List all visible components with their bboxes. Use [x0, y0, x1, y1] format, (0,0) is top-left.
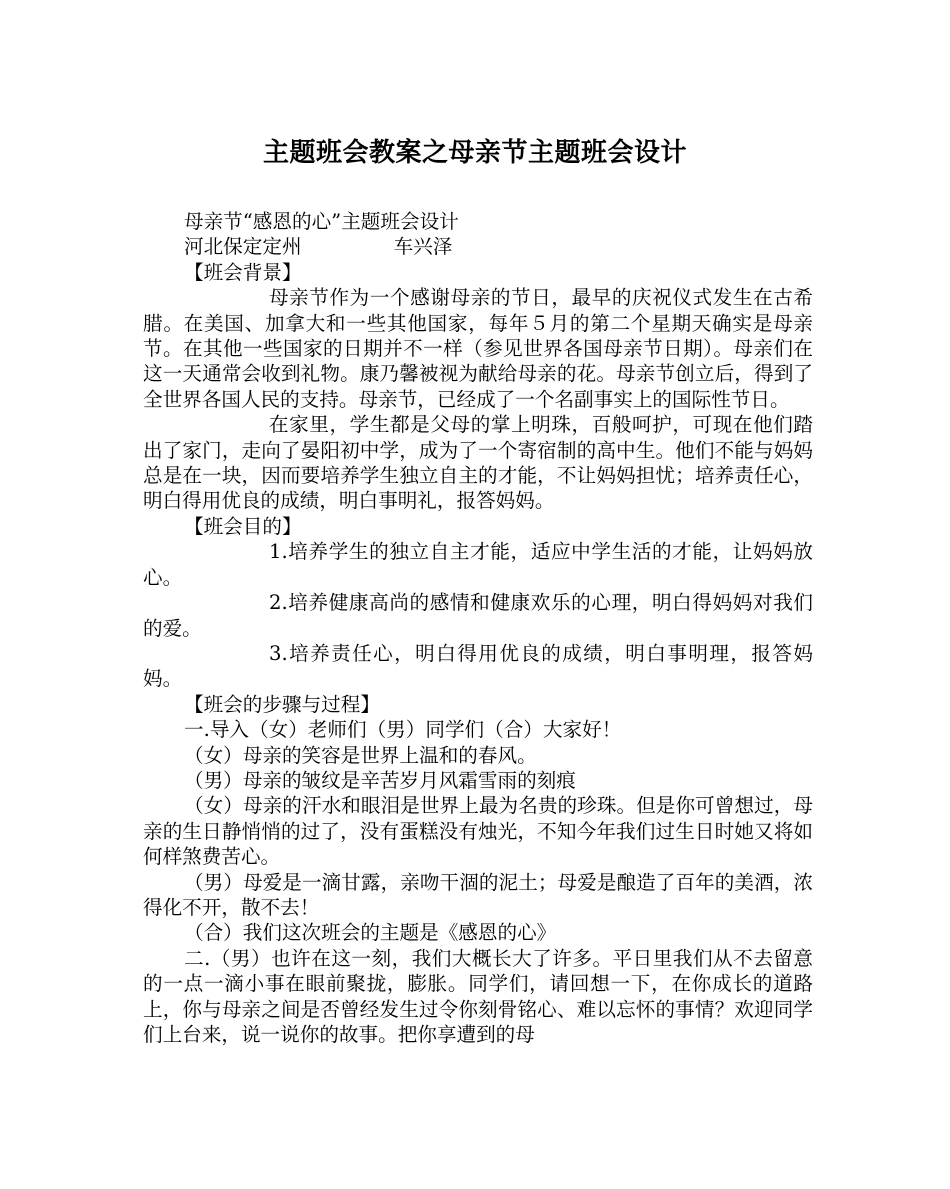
goal-item: 2.培养健康高尚的感情和健康欢乐的心理，明白得妈妈对我们的爱。 — [143, 591, 813, 640]
subtitle: 母亲节“感恩的心”主题班会设计 — [184, 210, 459, 233]
step-line: （女）母亲的笑容是世界上温和的春风。 — [184, 743, 537, 767]
author-line — [143, 234, 813, 259]
goal-item: 3.培养责任心，明白得用优良的成绩，明白事明理，报答妈妈。 — [143, 641, 813, 691]
step-line: （合）我们这次班会的主题是《感恩的心》 — [184, 921, 557, 945]
author-place: 河北保定定州 — [184, 235, 302, 259]
background-paragraph: 在家里，学生都是父母的掌上明珠，百般呵护，可现在他们踏出了家门，走向了晏阳初中学，成为了一个寄宿制的高中生。他们不能与妈妈总是在一块，因而要培养学生独立自主的才能，不让妈妈担忧；培养责任心，明白得用优良的成绩，明白事明礼，报答妈妈。 — [143, 413, 813, 513]
author-name: 车兴泽 — [393, 235, 453, 259]
section-heading-background: 【班会背景】 — [184, 260, 302, 284]
background-paragraph: 母亲节作为一个感谢母亲的节日，最早的庆祝仪式发生在古希腊。在美国、加拿大和一些其他国家，每年５月的第二个星期天确实是母亲节。在其他一些国家的日期并不一样（参见世界各国母亲节日期）。母亲们在这一天通常会收到礼物。康乃馨被视为献给母亲的花。母亲节创立后，得到了全世界各国人民的支持。母亲节，已经成了一个名副事实上的国际性节日。 — [143, 286, 813, 411]
goal-item: 1.培养学生的独立自主才能，适应中学生活的才能，让妈妈放心。 — [143, 540, 813, 589]
step-line: （女）母亲的汗水和眼泪是世界上最为名贵的珍珠。但是你可曾想过，母亲的生日静悄悄的过了，没有蛋糕没有烛光，不知今年我们过生日时她又将如何样煞费苦心。 — [143, 794, 813, 869]
section-heading-steps: 【班会的步骤与过程】 — [184, 692, 380, 716]
document-body — [143, 209, 813, 1047]
step-line: 二.（男）也许在这一刻，我们大概长大了许多。平日里我们从不去留意的一点一滴小事在眼前聚拢，膨胀。同学们，请回想一下，在你成长的道路上，你与母亲之间是否曾经发生过令你刻骨铭心、难以忘怀的事情？欢迎同学们上台来，说一说你的故事。把你享遭到的母 — [143, 946, 813, 1046]
document-title: 主题班会教案之母亲节主题班会设计 — [262, 138, 687, 168]
section-heading-goals: 【班会目的】 — [184, 514, 302, 538]
step-line: （男）母爱是一滴甘露，亲吻干涸的泥土；母爱是酿造了百年的美酒，浓得化不开，散不去！ — [143, 870, 813, 919]
step-line: 一.导入（女）老师们（男）同学们（合）大家好！ — [184, 718, 622, 742]
step-line: （男）母亲的皱纹是辛苦岁月风霜雪雨的刻痕 — [184, 768, 576, 792]
